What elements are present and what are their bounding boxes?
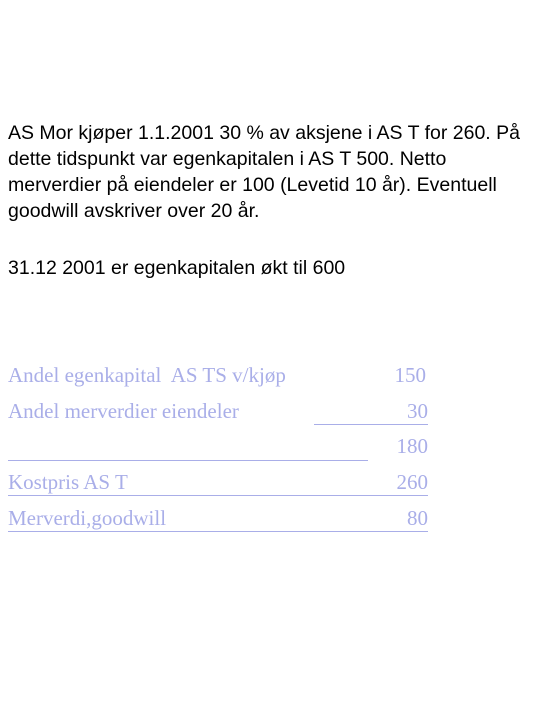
calc-underline-goodwill	[8, 531, 428, 532]
intro-paragraph: AS Mor kjøper 1.1.2001 30 % av aksjene i AS T for 260. På dette tidspunkt var egenkapitalen i AS T 500. Netto merverdier på eiendeler er 100 (Levetid 10 år). Eventuell goodwill avskriver over 20 år.	[8, 122, 520, 222]
calc-label-added-value-share: Andel merverdier eiendeler	[8, 399, 239, 423]
calc-value-subtotal: 180	[396, 434, 428, 458]
calc-value-added-value-share: 30	[407, 399, 428, 423]
calc-value-goodwill: 80	[407, 506, 428, 530]
calc-label-equity-share: Andel egenkapital AS TS v/kjøp	[8, 363, 286, 387]
calc-value-cost-price: 260	[396, 470, 428, 494]
calc-value-equity-share: 150	[394, 363, 426, 387]
calc-underline-cost-price	[8, 495, 428, 496]
calc-label-cost-price: Kostpris AS T	[8, 470, 128, 494]
equity-update-paragraph: 31.12 2001 er egenkapitalen økt til 600	[8, 257, 346, 279]
calc-label-goodwill: Merverdi,goodwill	[8, 506, 167, 530]
calc-separator-line	[8, 460, 368, 461]
calc-underline-added-value	[314, 424, 428, 425]
